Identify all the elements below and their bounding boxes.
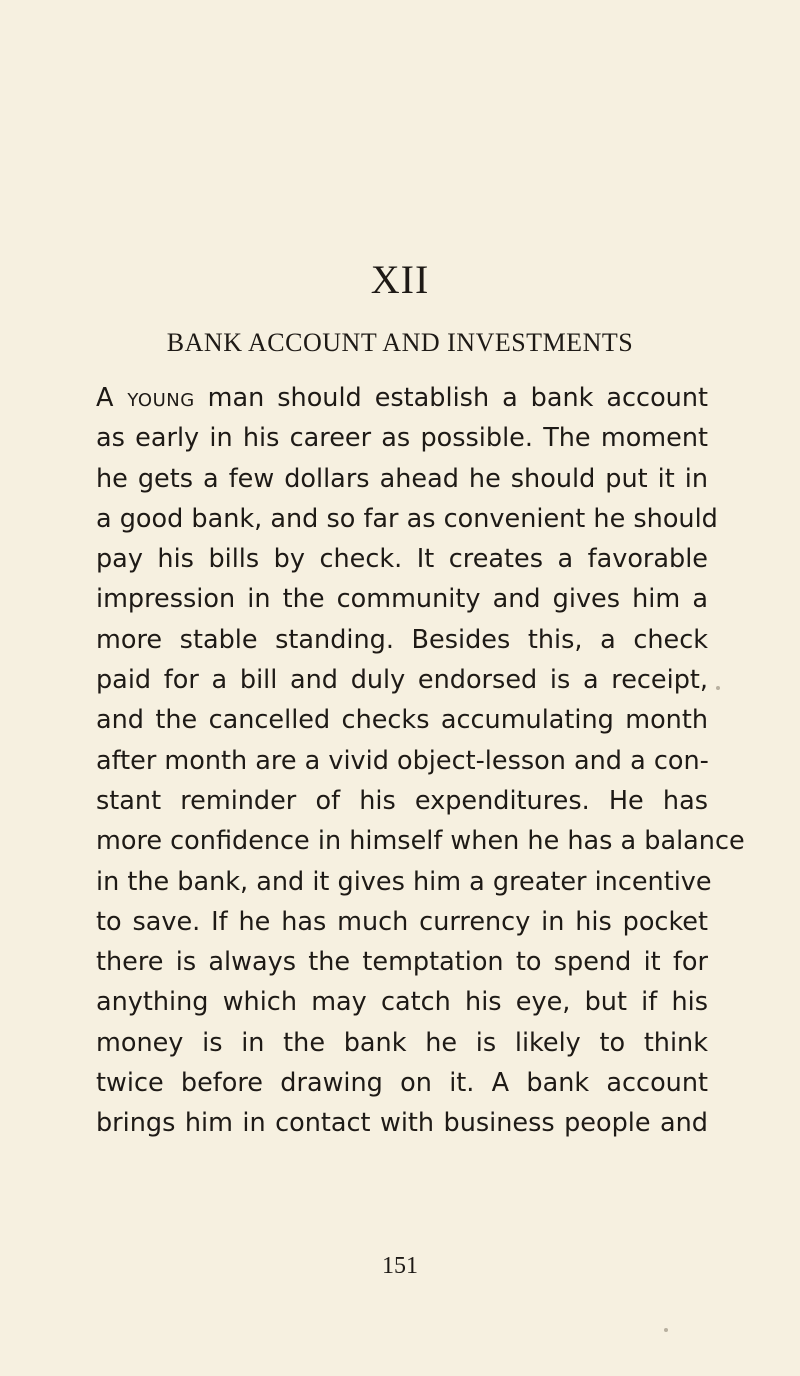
- paper-speck: [664, 1328, 668, 1332]
- text-line: twice before drawing on it. A bank account: [96, 1068, 708, 1099]
- text-line: brings him in contact with business people and: [96, 1108, 708, 1139]
- paper-speck: [716, 686, 720, 690]
- chapter-number: XII: [370, 257, 430, 302]
- text-line: to save. If he has much currency in his pocket: [96, 906, 708, 937]
- text-line: and the cancelled checks accumulating month: [96, 705, 708, 736]
- text-line: after month are a vivid object-lesson and a con-: [96, 745, 709, 776]
- text-line: as early in his career as possible. The moment: [96, 423, 708, 454]
- text-line: there is always the temptation to spend it for: [96, 947, 708, 978]
- text-line: he gets a few dollars ahead he should put it in: [96, 463, 708, 494]
- text-line: money is in the bank he is likely to think: [96, 1027, 708, 1058]
- line-1-rest: man should establish a bank account: [194, 383, 708, 413]
- text-line: pay his bills by check. It creates a favorable: [96, 544, 708, 575]
- text-line: [96, 378, 708, 418]
- text-line: anything which may catch his eye, but if his: [96, 987, 708, 1018]
- text-line: impression in the community and gives him a: [96, 584, 708, 615]
- text-line: more stable standing. Besides this, a check: [96, 624, 708, 655]
- text-line: stant reminder of his expenditures. He has: [96, 785, 708, 816]
- body-text: [96, 378, 745, 1144]
- text-line: a good bank, and so far as convenient he should: [96, 503, 718, 534]
- text-line: paid for a bill and duly endorsed is a receipt,: [96, 665, 708, 696]
- text-line: in the bank, and it gives him a greater incentive: [96, 866, 712, 897]
- page-number: 151: [382, 1253, 418, 1279]
- chapter-title: BANK ACCOUNT AND INVESTMENTS: [166, 328, 634, 357]
- text-line: more confidence in himself when he has a balance: [96, 826, 745, 857]
- opening-words: A young: [96, 383, 195, 413]
